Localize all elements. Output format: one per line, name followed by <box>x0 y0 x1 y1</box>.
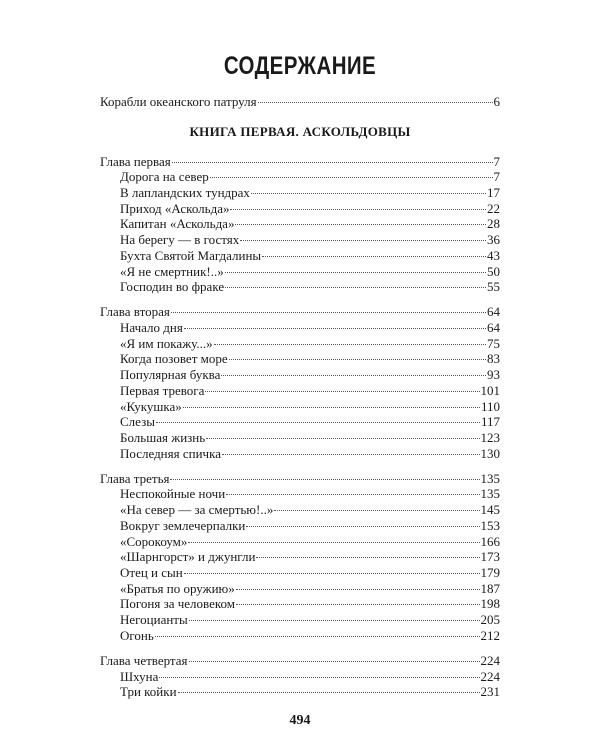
toc-entry-title: Вокруг землечерпалки <box>120 517 246 533</box>
toc-section-entry[interactable] <box>100 320 500 336</box>
toc-chapter-entry[interactable] <box>100 471 500 487</box>
dot-leader <box>172 162 493 163</box>
dot-leader <box>155 636 480 637</box>
dot-leader <box>171 312 486 313</box>
toc-entry-title: Шхуна <box>120 668 159 684</box>
toc-entry-page: 93 <box>487 367 500 383</box>
dot-leader <box>222 454 480 455</box>
toc-entry-page: 130 <box>480 445 500 461</box>
toc-entry-page: 117 <box>480 414 500 430</box>
toc-entry-title: Глава вторая <box>100 304 170 320</box>
dot-leader <box>178 692 480 693</box>
toc-chapter-entry[interactable] <box>100 304 500 320</box>
toc-section-entry[interactable] <box>100 383 500 399</box>
toc-entry-title: «Кукушка» <box>120 398 182 414</box>
toc-entry-title: Огонь <box>120 627 154 643</box>
dot-leader <box>210 177 493 178</box>
toc-entry-page: 7 <box>493 169 500 185</box>
dot-leader <box>262 256 486 257</box>
dot-leader <box>256 557 479 558</box>
toc-entry-page: 55 <box>487 279 500 295</box>
toc-entry-page: 231 <box>480 684 500 700</box>
toc-section-entry[interactable] <box>100 248 500 264</box>
toc-entry-title: Начало дня <box>120 320 183 336</box>
toc-entry-page: 75 <box>487 335 500 351</box>
toc-entry-page: 145 <box>480 502 500 518</box>
toc-entry-title: На берегу — в гостях <box>120 232 240 248</box>
toc-entry-page: 166 <box>480 533 500 549</box>
dot-leader <box>156 422 480 423</box>
toc-entry-page: 6 <box>493 94 500 109</box>
toc-section-entry[interactable] <box>100 399 500 415</box>
toc-section-entry[interactable] <box>100 565 500 581</box>
toc-entry-title: Глава первая <box>100 153 171 169</box>
toc-entry-page: 135 <box>480 470 500 486</box>
toc-entry-page: 205 <box>480 611 500 627</box>
toc-section-entry[interactable] <box>100 216 500 232</box>
toc-entry-title: Три койки <box>120 684 177 700</box>
toc-entry-title: Корабли океанского патруля <box>100 94 257 109</box>
chapter-gap <box>100 295 500 305</box>
dot-leader <box>159 677 479 678</box>
dot-leader <box>225 272 486 273</box>
page-title: СОДЕРЖАНИЕ <box>223 52 377 80</box>
toc-entry-title: Приход «Аскольда» <box>120 200 230 216</box>
dot-leader <box>188 542 479 543</box>
dot-leader <box>229 359 486 360</box>
dot-leader <box>240 240 486 241</box>
toc-entry-title: Бухта Святой Магдалины <box>120 247 262 263</box>
dot-leader <box>251 193 486 194</box>
toc-section-entry[interactable] <box>100 502 500 518</box>
page-number: 494 <box>289 713 311 728</box>
dot-leader <box>225 287 486 288</box>
book-heading: КНИГА ПЕРВАЯ. АСКОЛЬДОВЦЫ <box>189 123 411 139</box>
toc-entry-page: 50 <box>487 263 500 279</box>
toc-entry-title: Дорога на север <box>120 169 209 185</box>
toc-entry-page: 17 <box>487 185 500 201</box>
toc-entry-title: Господин во фраке <box>120 279 225 295</box>
toc-entry-page: 7 <box>493 153 500 169</box>
dot-leader <box>226 494 479 495</box>
toc-entry-page: 198 <box>480 596 500 612</box>
toc-section-entry[interactable] <box>100 596 500 612</box>
chapter-gap <box>100 461 500 471</box>
dot-leader <box>246 526 479 527</box>
toc-entry-title: «Братья по оружию» <box>120 580 235 596</box>
dot-leader <box>170 479 479 480</box>
toc-entry-title: «Я им покажу...» <box>120 335 213 351</box>
toc-entry-title: Негоцианты <box>120 611 188 627</box>
toc-section-entry[interactable] <box>100 628 500 644</box>
toc-entry-page: 83 <box>487 351 500 367</box>
dot-leader <box>184 573 480 574</box>
dot-leader <box>236 589 480 590</box>
toc-entry-intro[interactable] <box>100 94 500 110</box>
dot-leader <box>189 661 480 662</box>
toc-section-entry[interactable] <box>100 169 500 185</box>
toc-entry-title: Глава четвертая <box>100 652 188 668</box>
toc-entry-title: Отец и сын <box>120 564 183 580</box>
toc-entry-title: Большая жизнь <box>120 429 206 445</box>
dot-leader <box>221 375 486 376</box>
toc-chapter-entry[interactable] <box>100 653 500 669</box>
toc-section-entry[interactable] <box>100 351 500 367</box>
toc-entry-title: «Сорокоум» <box>120 533 188 549</box>
dot-leader <box>189 620 480 621</box>
toc-entry-page: 64 <box>487 304 500 320</box>
toc-section-entry[interactable] <box>100 414 500 430</box>
toc-section-entry[interactable] <box>100 612 500 628</box>
toc-entry-page: 28 <box>487 216 500 232</box>
dot-leader <box>205 391 479 392</box>
toc-section-entry[interactable] <box>100 684 500 700</box>
dot-leader <box>274 510 479 511</box>
toc-entry-title: Когда позовет море <box>120 351 228 367</box>
toc-entry-page: 173 <box>480 549 500 565</box>
dot-leader <box>235 224 486 225</box>
toc-section-entry[interactable] <box>100 518 500 534</box>
toc-entry-title: Капитан «Аскольда» <box>120 216 235 232</box>
dot-leader <box>214 344 486 345</box>
toc-entry-title: Первая тревога <box>120 382 205 398</box>
toc-section-entry[interactable] <box>100 185 500 201</box>
toc-section-entry[interactable] <box>100 264 500 280</box>
toc-section-entry[interactable] <box>100 232 500 248</box>
toc-entry-title: Погоня за человеком <box>120 596 236 612</box>
toc-entry-title: «Шарнгорст» и джунгли <box>120 549 256 565</box>
toc-entry-title: Последняя спичка <box>120 445 221 461</box>
toc-entry-page: 224 <box>480 652 500 668</box>
toc-entry-page: 110 <box>480 398 500 414</box>
toc-section-entry[interactable] <box>100 446 500 462</box>
toc-section-entry[interactable] <box>100 486 500 502</box>
toc-entry-page: 153 <box>480 517 500 533</box>
toc-section-entry[interactable] <box>100 201 500 217</box>
chapter-gap <box>100 643 500 653</box>
toc-section-entry[interactable] <box>100 279 500 295</box>
toc-entry-page: 224 <box>480 668 500 684</box>
toc-entry-page: 101 <box>480 382 500 398</box>
toc-entry-page: 64 <box>487 320 500 336</box>
toc-section-entry[interactable] <box>100 549 500 565</box>
table-of-contents <box>100 94 500 700</box>
dot-leader <box>184 328 486 329</box>
toc-entry-title: Глава третья <box>100 470 170 486</box>
toc-section-entry[interactable] <box>100 367 500 383</box>
toc-entry-page: 123 <box>480 429 500 445</box>
toc-entry-title: Неспокойные ночи <box>120 486 226 502</box>
toc-entry-title: Популярная буква <box>120 367 221 383</box>
toc-entry-page: 187 <box>480 580 500 596</box>
toc-entry-title: «Я не смертник!..» <box>120 263 224 279</box>
toc-section-entry[interactable] <box>100 669 500 685</box>
chapter-list <box>100 154 500 700</box>
toc-section-entry[interactable] <box>100 336 500 352</box>
toc-entry-title: В лапландских тундрах <box>120 185 250 201</box>
toc-chapter-entry[interactable] <box>100 154 500 170</box>
toc-entry-page: 212 <box>480 627 500 643</box>
dot-leader <box>236 604 479 605</box>
dot-leader <box>183 407 480 408</box>
toc-entry-page: 22 <box>487 200 500 216</box>
toc-section-entry[interactable] <box>100 581 500 597</box>
toc-entry-page: 43 <box>487 247 500 263</box>
toc-entry-title: Слезы <box>120 414 155 430</box>
dot-leader <box>258 102 493 103</box>
dot-leader <box>206 438 479 439</box>
toc-entry-page: 36 <box>487 232 500 248</box>
toc-entry-page: 135 <box>480 486 500 502</box>
toc-section-entry[interactable] <box>100 430 500 446</box>
toc-section-entry[interactable] <box>100 534 500 550</box>
toc-entry-page: 179 <box>480 564 500 580</box>
toc-entry-title: «На север — за смертью!..» <box>120 502 274 518</box>
dot-leader <box>230 209 486 210</box>
